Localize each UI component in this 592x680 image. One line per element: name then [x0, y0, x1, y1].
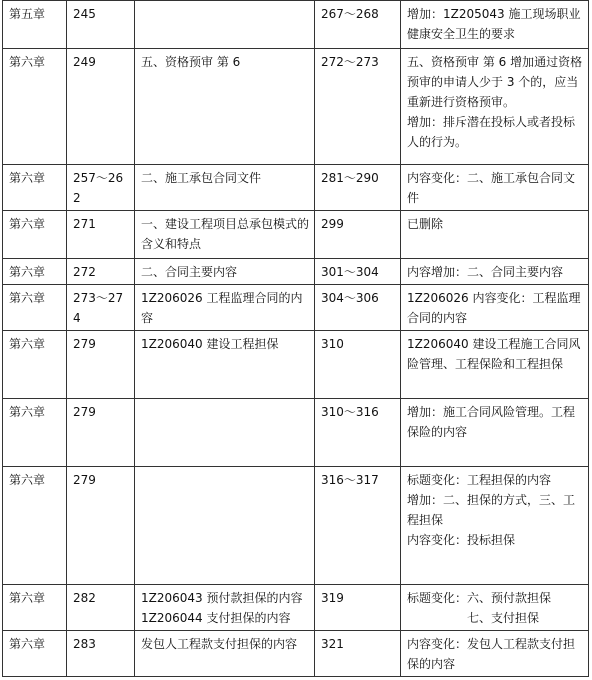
- change-cell: 内容增加：二、合同主要内容: [401, 259, 589, 285]
- table-row: [3, 585, 589, 631]
- old-page-cell: 249: [67, 49, 135, 165]
- new-page-cell: 316～317: [315, 467, 401, 585]
- old-page-cell: 282: [67, 585, 135, 631]
- revision-table: [2, 0, 589, 677]
- old-page-cell: 271: [67, 211, 135, 259]
- chapter-cell: 第六章: [3, 585, 67, 631]
- table-row: [3, 467, 589, 585]
- chapter-cell: 第六章: [3, 331, 67, 399]
- old-content-cell: 1Z206043 预付款担保的内容 1Z206044 支付担保的内容: [135, 585, 315, 631]
- chapter-cell: 第六章: [3, 49, 67, 165]
- old-page-cell: 257～262: [67, 165, 135, 211]
- chapter-cell: 第六章: [3, 631, 67, 677]
- old-content-cell: [135, 1, 315, 49]
- change-cell: 标题变化：六、预付款担保 七、支付担保: [401, 585, 589, 631]
- old-page-cell: 272: [67, 259, 135, 285]
- old-page-cell: 273～274: [67, 285, 135, 331]
- old-content-cell: [135, 399, 315, 467]
- chapter-cell: 第五章: [3, 1, 67, 49]
- change-cell: 五、资格预审 第 6 增加通过资格预审的申请人少于 3 个的，应当重新进行资格预审。 增加：排斥潜在投标人或者投标人的行为。: [401, 49, 589, 165]
- chapter-cell: 第六章: [3, 165, 67, 211]
- old-content-cell: 五、资格预审 第 6: [135, 49, 315, 165]
- old-content-cell: 1Z206026 工程监理合同的内容: [135, 285, 315, 331]
- old-content-cell: [135, 467, 315, 585]
- table-row: [3, 211, 589, 259]
- new-page-cell: 281～290: [315, 165, 401, 211]
- new-page-cell: 321: [315, 631, 401, 677]
- new-page-cell: 310: [315, 331, 401, 399]
- old-content-cell: 二、施工承包合同文件: [135, 165, 315, 211]
- new-page-cell: 299: [315, 211, 401, 259]
- old-page-cell: 279: [67, 467, 135, 585]
- new-page-cell: 304～306: [315, 285, 401, 331]
- table-row: [3, 259, 589, 285]
- chapter-cell: 第六章: [3, 467, 67, 585]
- change-cell: 增加：1Z205043 施工现场职业健康安全卫生的要求: [401, 1, 589, 49]
- chapter-cell: 第六章: [3, 259, 67, 285]
- chapter-cell: 第六章: [3, 211, 67, 259]
- old-page-cell: 245: [67, 1, 135, 49]
- table-row: [3, 165, 589, 211]
- old-content-cell: 发包人工程款支付担保的内容: [135, 631, 315, 677]
- change-cell: 1Z206040 建设工程施工合同风险管理、工程保险和工程担保: [401, 331, 589, 399]
- old-content-cell: 一、建设工程项目总承包模式的含义和特点: [135, 211, 315, 259]
- table-row: [3, 285, 589, 331]
- old-content-cell: 1Z206040 建设工程担保: [135, 331, 315, 399]
- old-content-cell: 二、合同主要内容: [135, 259, 315, 285]
- change-cell: 内容变化：二、施工承包合同文件: [401, 165, 589, 211]
- table-row: [3, 399, 589, 467]
- chapter-cell: 第六章: [3, 399, 67, 467]
- new-page-cell: 272～273: [315, 49, 401, 165]
- change-cell: 1Z206026 内容变化：工程监理合同的内容: [401, 285, 589, 331]
- old-page-cell: 283: [67, 631, 135, 677]
- new-page-cell: 301～304: [315, 259, 401, 285]
- table-row: [3, 49, 589, 165]
- new-page-cell: 319: [315, 585, 401, 631]
- change-cell: 内容变化：发包人工程款支付担保的内容: [401, 631, 589, 677]
- old-page-cell: 279: [67, 399, 135, 467]
- change-cell: 标题变化：工程担保的内容 增加：二、担保的方式，三、工程担保 内容变化：投标担保: [401, 467, 589, 585]
- chapter-cell: 第六章: [3, 285, 67, 331]
- change-cell: 增加：施工合同风险管理。工程保险的内容: [401, 399, 589, 467]
- table-row: [3, 631, 589, 677]
- table-row: [3, 1, 589, 49]
- change-cell: 已删除: [401, 211, 589, 259]
- new-page-cell: 267～268: [315, 1, 401, 49]
- revision-table-body: [3, 1, 589, 677]
- old-page-cell: 279: [67, 331, 135, 399]
- new-page-cell: 310～316: [315, 399, 401, 467]
- table-row: [3, 331, 589, 399]
